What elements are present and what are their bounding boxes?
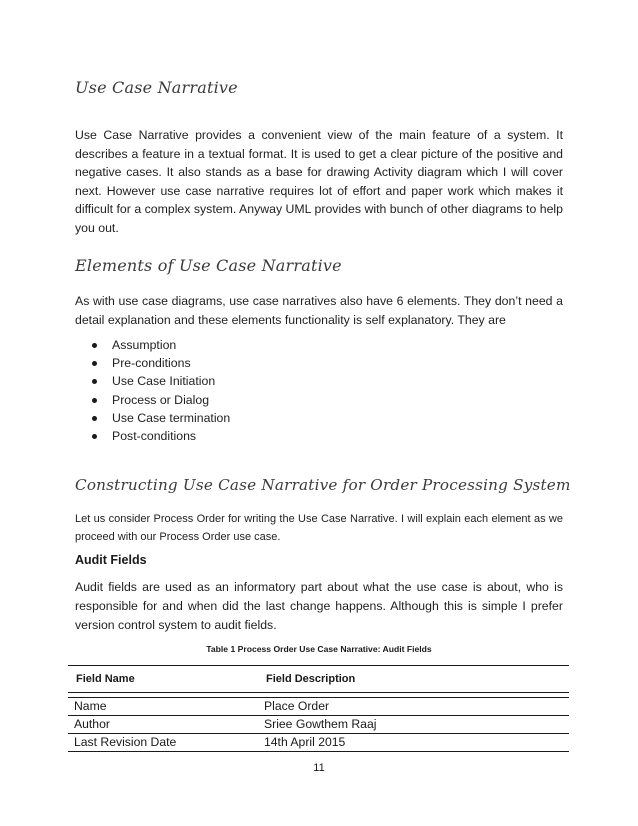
heading-elements: Elements of Use Case Narrative (75, 256, 342, 275)
list-item (92, 354, 230, 372)
audit-paragraph: Audit fields are used as an informatory part about what the use case is about, who is responsible for and when did the last change happens. Although this is simple I prefer version control system to audit fields. (75, 580, 563, 632)
list-item (92, 372, 230, 390)
bullet-icon (92, 361, 97, 366)
list-item (92, 391, 230, 409)
bullet-icon (92, 434, 97, 439)
list-item-label: Assumption (112, 338, 177, 352)
column-header-field-description: Field Description (258, 666, 569, 693)
bullet-icon (92, 379, 97, 384)
table-cell: 14th April 2015 (258, 734, 569, 752)
list-item-label: Post-conditions (112, 428, 197, 443)
list-item-label: Pre-conditions (112, 356, 191, 371)
heading-use-case-narrative: Use Case Narrative (75, 78, 238, 97)
table-row (68, 716, 569, 734)
list-item (92, 427, 230, 445)
page-number: 11 (313, 762, 325, 774)
table-cell: Place Order (258, 698, 569, 716)
column-header-field-name: Field Name (68, 666, 258, 693)
table-cell: Name (68, 698, 258, 716)
list-item-label: Use Case termination (112, 410, 231, 425)
audit-fields-subheading: Audit Fields (75, 553, 147, 567)
table-cell: Sriee Gowthem Raaj (258, 716, 569, 734)
narrative-paragraph: Use Case Narrative provides a convenient view of the main feature of a system. It describes a feature in a textual format. It is used to get a clear picture of the positive and negative cases. It also stands as a base for drawing Activity diagram which I will cover next. However use case narrative requires lot of effort and paper work which makes it difficult for a complex system. Anyway UML provides with bunch of other diagrams to help you out. (75, 128, 563, 235)
audit-fields-table (68, 665, 569, 752)
bullet-icon (92, 416, 97, 421)
elements-list (92, 336, 230, 445)
elements-paragraph: As with use case diagrams, use case narratives also have 6 elements. They don’t need a detail explanation and these elements functionality is self explanatory. They are (75, 294, 563, 327)
table-row (68, 698, 569, 716)
heading-constructing: Constructing Use Case Narrative for Order Processing System (75, 476, 571, 494)
bullet-icon (92, 398, 97, 403)
table-row (68, 734, 569, 752)
table-caption: Table 1 Process Order Use Case Narrative: Audit Fields (206, 644, 432, 654)
list-item (92, 336, 230, 354)
table-cell: Author (68, 716, 258, 734)
constructing-paragraph: Let us consider Process Order for writing the Use Case Narrative. I will explain each element as we proceed with our Process Order use case. (75, 513, 563, 543)
list-item-label: Process or Dialog (112, 392, 210, 407)
bullet-icon (92, 343, 97, 348)
list-item (92, 409, 230, 427)
table-cell: Last Revision Date (68, 734, 258, 752)
list-item-label: Use Case Initiation (112, 374, 216, 389)
table-header-row (68, 666, 569, 693)
